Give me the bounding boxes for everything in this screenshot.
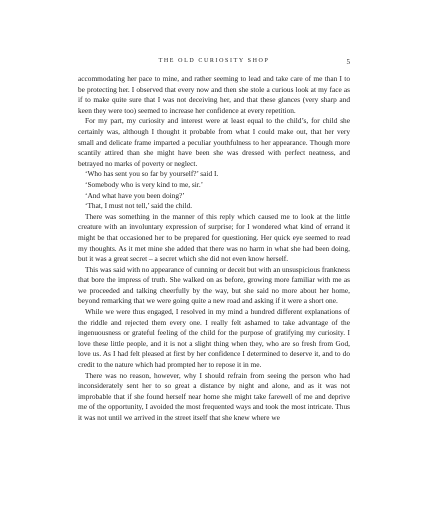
dialogue-line: ‘Somebody who is very kind to me, sir.’	[85, 179, 204, 189]
body-text	[78, 74, 350, 424]
paragraph: For my part, my curiosity and interest were at least equal to the child’s, for child she certainly was, although I thought it probable from what I could make out, that her very small and delicate frame imparted a peculiar youthfulness to her appearance. Though more scantily attired than she might have been she was dressed with perfect neatness, and betrayed no marks of poverty or neglect.	[78, 116, 350, 168]
dialogue-line: ‘That, I must not tell,’ said the child.	[85, 201, 193, 211]
dialogue-line: ‘And what have you been doing?’	[85, 190, 185, 200]
book-page	[78, 58, 350, 424]
page-number: 5	[346, 58, 350, 66]
paragraph: This was said with no appearance of cunning or deceit but with an unsuspicious frankness that bore the impress of truth. She walked on as before, growing more familiar with me as we proceeded and talking cheerfully by the way, but she said no more about her home, beyond remarking that we were going quite a new road and asking if it were a short one.	[78, 264, 350, 306]
running-head	[78, 58, 350, 70]
paragraph: accommodating her pace to mine, and rather seeming to lead and take care of me than I to be protecting her. I observed that every now and then she stole a curious look at my face as if to make quite sure that I was not deceiving her, and that these glances (very sharp and keen they were too) seemed to increase her confidence at every repetition.	[78, 74, 350, 115]
running-title: THE OLD CURIOSITY SHOP	[158, 58, 270, 64]
paragraph: While we were thus engaged, I resolved in my mind a hundred different explanations of the riddle and rejected them every one. I really felt ashamed to take advantage of the ingenuousness or grateful feeling of the child for the purpose of gratifying my curiosity. I love these little people, and it is not a slight thing when they, who are so fresh from God, love us. As I had felt pleased at first by her confidence I determined to deserve it, and to do credit to the nature which had prompted her to repose it in me.	[78, 307, 350, 370]
paragraph: There was something in the manner of this reply which caused me to look at the little creature with an involuntary expression of surprise; for I wondered what kind of errand it might be that occasioned her to be prepared for questioning. Her quick eye seemed to read my thoughts. As it met mine she added that there was no harm in what she had been doing, but it was a great secret – a secret which she did not even know herself.	[78, 211, 350, 264]
paragraph: There was no reason, however, why I should refrain from seeing the person who had inconsiderately sent her to so great a distance by night and alone, and as it was not improbable that if she found herself near home she might take farewell of me and deprive me of the opportunity, I avoided the most frequented ways and took the most intricate. Thus it was not until we arrived in the street itself that she knew where we	[78, 370, 350, 422]
dialogue-line: ‘Who has sent you so far by yourself?’ said I.	[85, 169, 219, 179]
